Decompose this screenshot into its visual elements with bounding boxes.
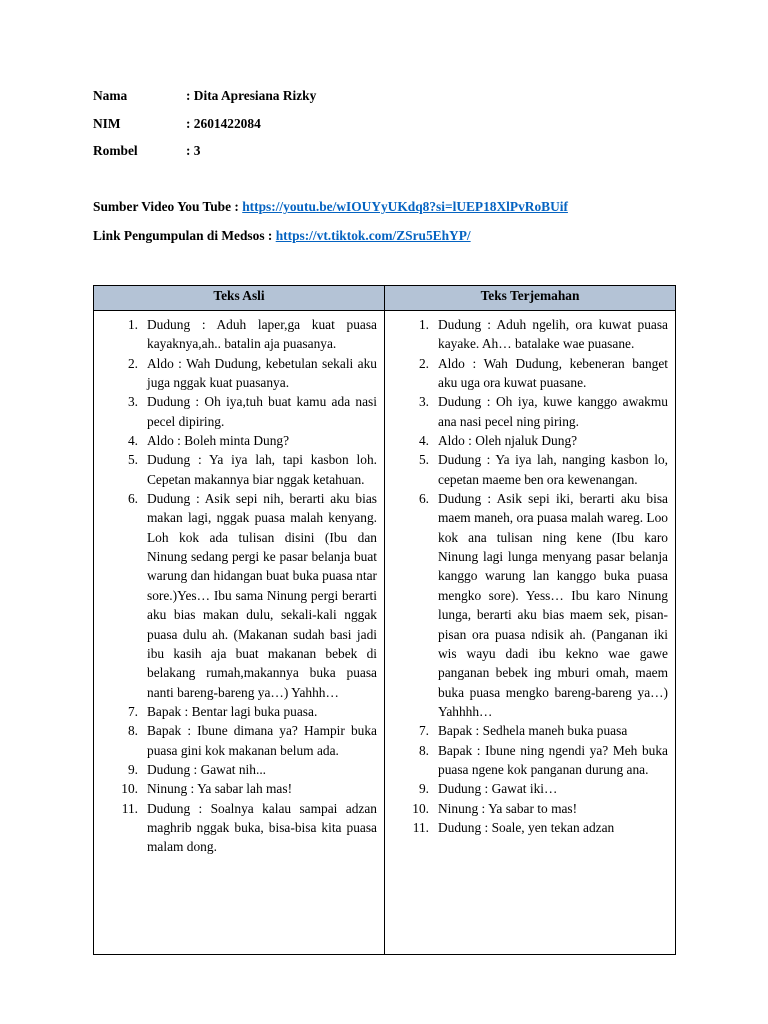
nama-label: Nama bbox=[93, 88, 128, 103]
original-dialogue-line bbox=[94, 392, 377, 431]
table-header-row bbox=[94, 286, 676, 311]
rombel-label: Rombel bbox=[93, 143, 138, 158]
line-number: 1. bbox=[418, 317, 429, 332]
line-number: 6. bbox=[127, 491, 138, 507]
translation-dialogue-line bbox=[385, 431, 668, 450]
translation-dialogue-line bbox=[385, 741, 668, 780]
line-number: 3. bbox=[418, 394, 429, 410]
translation-dialogue-line bbox=[385, 354, 668, 393]
header-translation: Teks Terjemahan bbox=[385, 286, 676, 311]
original-dialogue-line bbox=[94, 799, 377, 857]
line-number: 8. bbox=[418, 742, 429, 758]
video-source-label: Sumber Video You Tube : bbox=[93, 199, 239, 214]
original-dialogue-line bbox=[94, 779, 377, 798]
line-text: Ninung : Ya sabar lah mas! bbox=[147, 781, 293, 797]
line-number: 8. bbox=[127, 723, 138, 739]
line-text: Dudung : Aduh ngelih, ora kuwat puasa kayake. Ah… batalake wae puasane. bbox=[438, 317, 668, 352]
line-number: 10. bbox=[412, 800, 429, 816]
line-text: Aldo : Boleh minta Dung? bbox=[147, 433, 290, 449]
video-source-link[interactable]: https://youtu.be/wIOUYyUKdq8?si=lUEP18XlPvRoBUif bbox=[242, 199, 568, 214]
original-dialogue-line bbox=[94, 354, 377, 393]
nim-label: NIM bbox=[93, 116, 121, 131]
translation-dialogue-line bbox=[385, 315, 668, 354]
line-number: 5. bbox=[127, 452, 138, 468]
line-number: 2. bbox=[418, 355, 429, 371]
line-text: Dudung : Oh iya, kuwe kanggo awakmu ana nasi pecel ning piring. bbox=[438, 394, 668, 429]
translation-dialogue-line bbox=[385, 799, 668, 818]
line-text: Dudung : Asik sepi nih, berarti aku bias makan lagi, nggak puasa malah kenyang. Loh kok ada tulisan disini (Ibu dan Ninung sedang pergi ke pasar belanja buat warung dan hidangan buat buka puasa ntar sore.)Yes… Ibu sama Ninung pergi berarti aku bias makan dulu, sekali-kali nggak puasa dulu ah. (Makanan sudah basi jadi ibu kasih aja buat makanan bebek di belakang rumah,makannya buka puasa nanti bareng-bareng ya…) Yahhh… bbox=[147, 491, 377, 700]
translation-dialogue-line bbox=[385, 489, 668, 721]
original-dialogue-line bbox=[94, 315, 377, 354]
line-text: Ninung : Ya sabar to mas! bbox=[438, 800, 578, 816]
line-number: 1. bbox=[127, 317, 138, 332]
line-text: Aldo : Wah Dudung, kebetulan sekali aku juga nggak kuat puasanya. bbox=[147, 355, 377, 391]
line-number: 10. bbox=[121, 781, 138, 797]
original-dialogue-line bbox=[94, 489, 377, 702]
line-text: Dudung : Soalnya kalau sampai adzan maghrib nggak buka, bisa-bisa kita puasa malam dong. bbox=[147, 800, 377, 855]
line-number: 7. bbox=[418, 723, 429, 739]
line-number: 2. bbox=[127, 355, 138, 371]
line-number: 4. bbox=[418, 433, 429, 449]
original-dialogue-line bbox=[94, 431, 377, 450]
translation-table bbox=[93, 285, 676, 955]
line-text: Bapak : Sedhela maneh buka puasa bbox=[438, 723, 628, 739]
line-number: 9. bbox=[127, 761, 138, 777]
line-number: 3. bbox=[127, 394, 138, 410]
line-number: 4. bbox=[127, 433, 138, 449]
line-text: Dudung : Aduh laper,ga kuat puasa kayaknya,ah.. batalin aja puasanya. bbox=[147, 317, 377, 352]
translation-dialogue-line bbox=[385, 392, 668, 431]
translation-cell bbox=[385, 311, 676, 955]
line-number: 11. bbox=[121, 800, 138, 816]
table-body-row bbox=[94, 311, 676, 955]
line-text: Dudung : Gawat nih... bbox=[147, 761, 267, 777]
translation-dialogue-line bbox=[385, 818, 668, 837]
line-text: Bapak : Ibune dimana ya? Hampir buka puasa gini kok makanan belum ada. bbox=[147, 723, 377, 758]
line-number: 7. bbox=[127, 703, 138, 719]
line-number: 11. bbox=[412, 819, 429, 835]
original-dialogue-list bbox=[94, 311, 384, 857]
original-dialogue-line bbox=[94, 721, 377, 760]
nama-value: : Dita Apresiana Rizky bbox=[186, 88, 317, 103]
line-text: Dudung : Soale, yen tekan adzan bbox=[438, 819, 615, 835]
original-text-cell bbox=[94, 311, 385, 955]
translation-dialogue-line bbox=[385, 721, 668, 740]
header-original-text: Teks Asli bbox=[94, 286, 385, 311]
line-text: Dudung : Ya iya lah, tapi kasbon loh. Cepetan makannya biar nggak ketahuan. bbox=[147, 452, 377, 487]
line-text: Aldo : Oleh njaluk Dung? bbox=[438, 433, 578, 449]
medsos-row bbox=[93, 228, 471, 244]
translation-dialogue-line bbox=[385, 779, 668, 798]
nim-value: : 2601422084 bbox=[186, 116, 261, 131]
line-text: Dudung : Gawat iki… bbox=[438, 781, 558, 797]
line-text: Dudung : Ya iya lah, nanging kasbon lo, cepetan maeme ben ora kewenangan. bbox=[438, 452, 668, 487]
original-dialogue-line bbox=[94, 702, 377, 721]
translation-dialogue-list bbox=[385, 311, 675, 837]
rombel-value: : 3 bbox=[186, 143, 201, 158]
line-number: 6. bbox=[418, 491, 429, 507]
line-text: Dudung : Oh iya,tuh buat kamu ada nasi pecel dipiring. bbox=[147, 394, 377, 429]
medsos-label: Link Pengumpulan di Medsos : bbox=[93, 228, 273, 243]
line-text: Dudung : Asik sepi iki, berarti aku bisa maem maneh, ora puasa malah wareg. Loo kok ana tulisan ning kene (Ibu karo Ninung lagi lunga menyang pasar belanja kanggo warung lan kanggo buka puasa mengko sore). Yess… Ibu karo Ninung lunga, berarti aku bias maem sek, pisan-pisan ora puasa ndisik ah. (Panganan iki wis wayu dadi ibu kekno wae gawe panganan bebek ing mburi omah, maem buka puasa mengko bareng-bareng ya…) Yahhhh… bbox=[438, 491, 668, 719]
video-source-row bbox=[93, 199, 568, 215]
original-dialogue-line bbox=[94, 760, 377, 779]
line-text: Bapak : Ibune ning ngendi ya? Meh buka puasa ngene kok panganan durung ana. bbox=[438, 742, 668, 777]
original-dialogue-line bbox=[94, 450, 377, 489]
line-number: 9. bbox=[418, 781, 429, 797]
line-text: Bapak : Bentar lagi buka puasa. bbox=[147, 703, 318, 719]
medsos-link[interactable]: https://vt.tiktok.com/ZSru5EhYP/ bbox=[275, 228, 471, 243]
line-text: Aldo : Wah Dudung, kebeneran banget aku uga ora kuwat puasane. bbox=[438, 355, 668, 391]
line-number: 5. bbox=[418, 452, 429, 468]
translation-dialogue-line bbox=[385, 450, 668, 489]
